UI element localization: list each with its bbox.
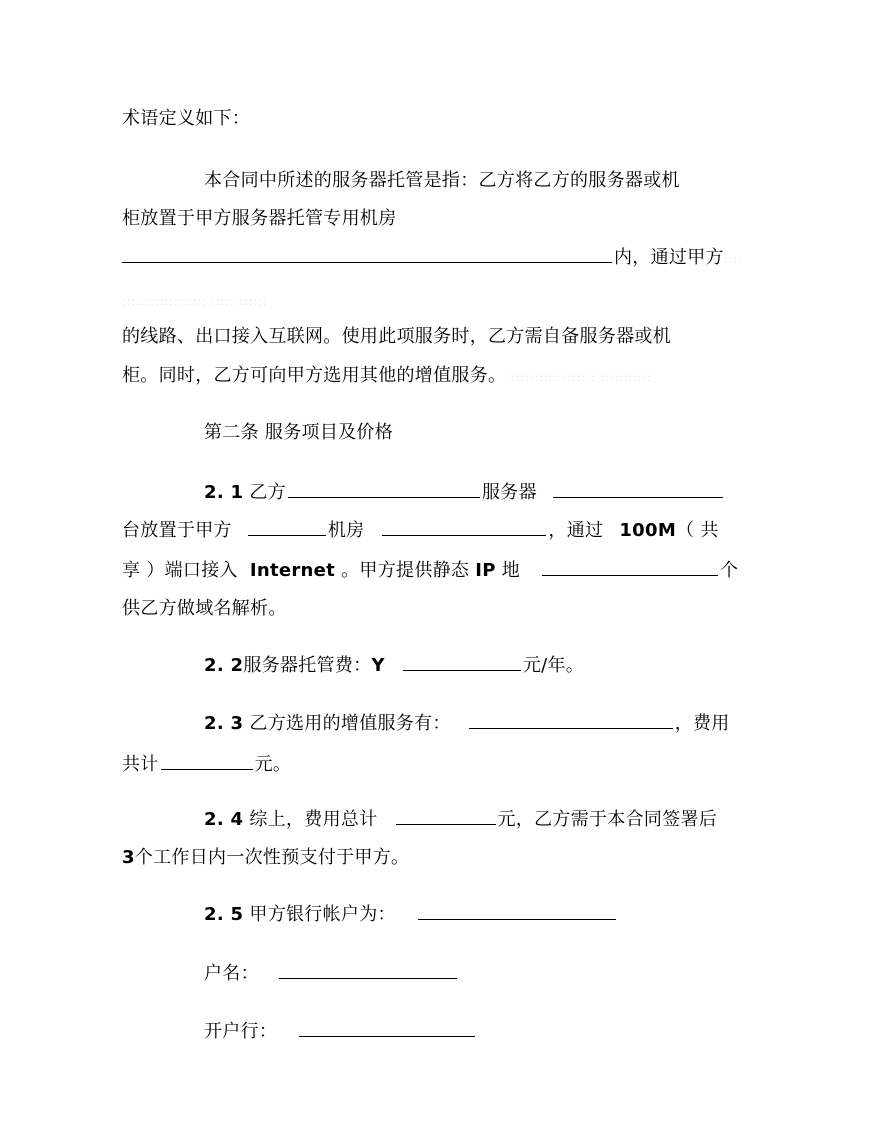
definition-line-3-suffix: 内，通过甲方	[614, 247, 724, 268]
clause-2-5-label: 甲方银行帐户为：	[249, 904, 396, 925]
clause-2-4-number: 2. 4	[204, 809, 244, 830]
clause-2-1-number: 2. 1	[204, 482, 244, 503]
machine-room-blank[interactable]	[122, 245, 612, 263]
server-count-blank[interactable]	[288, 480, 480, 498]
clause-2-1-line-4: 供乙方做域名解析。	[122, 598, 287, 619]
clause-2-3-fee: ，费用	[674, 713, 730, 734]
clause-2-3-yuan: 元。	[254, 754, 292, 775]
bank-branch-blank[interactable]	[299, 1019, 475, 1037]
ip-count-blank[interactable]	[542, 558, 718, 576]
clause-2-4-label: 综上，费用总计	[249, 809, 378, 830]
currency-symbol: Y	[371, 655, 385, 676]
faded-text-1: ::::	[723, 253, 743, 266]
clause-2-1-room: 机房	[327, 520, 365, 541]
account-name-blank[interactable]	[279, 961, 457, 979]
bank-account-blank[interactable]	[418, 902, 616, 920]
clause-2-1-bandwidth: 100M	[619, 520, 677, 541]
clause-2-1-party-b: 乙方	[249, 482, 286, 503]
definition-line-5	[122, 364, 652, 390]
clause-2-1-shared-open: （ 共	[676, 520, 719, 541]
clause-2-3-line-2	[122, 752, 291, 777]
article-2-title: 第二条 服务项目及价格	[204, 422, 394, 443]
bank-branch-line	[204, 1019, 477, 1044]
bank-branch-label: 开户行：	[204, 1021, 278, 1042]
room-name-blank[interactable]	[248, 518, 326, 536]
clause-2-5	[204, 902, 618, 927]
clause-2-2-label: 服务器托管费：	[243, 655, 372, 676]
definition-line-4: 的线路、出口接入互联网。使用此项服务时，乙方需自备服务器或机	[122, 326, 671, 347]
clause-2-1-internet: Internet	[249, 560, 336, 581]
faded-text-2: :::::::::::::::::: ::::: ::::::	[122, 295, 268, 308]
clause-2-4-line-1	[204, 807, 717, 832]
total-fee-blank[interactable]	[396, 807, 496, 825]
clause-2-4-prepay: 个工作日内一次性预支付于甲方。	[134, 847, 410, 868]
clause-2-3-label: 乙方选用的增值服务有：	[249, 713, 451, 734]
clause-2-1-line-2	[122, 518, 719, 543]
clause-2-4-days: 3	[122, 847, 135, 868]
clause-2-1-line-1	[204, 480, 725, 505]
definition-line-5-text: 柜。同时，乙方可向甲方选用其他的增值服务。	[122, 365, 507, 386]
clause-2-1-static: 。甲方提供静态	[341, 560, 470, 581]
clause-2-2-number: 2. 2	[204, 655, 244, 676]
clause-2-1-place: 台放置于甲方	[122, 520, 232, 541]
clause-2-3-line-1	[204, 711, 730, 736]
clause-2-3-total: 共计	[122, 754, 159, 775]
clause-2-2-unit: 元/年。	[522, 655, 585, 676]
account-name-line	[204, 961, 459, 986]
service-fee-blank[interactable]	[161, 752, 253, 770]
account-name-label: 户名：	[204, 963, 259, 984]
clause-2-4-line-2	[122, 846, 409, 870]
definition-line-2: 柜放置于甲方服务器托管专用机房	[122, 208, 397, 229]
hosting-fee-blank[interactable]	[403, 653, 521, 671]
value-added-services-blank[interactable]	[469, 711, 673, 729]
clause-2-1-unit: 个	[720, 560, 739, 581]
clause-2-1-line-3	[122, 558, 738, 583]
definition-line-1: 本合同中所述的服务器托管是指：乙方将乙方的服务器或机	[204, 170, 680, 191]
clause-2-4-payment: 元，乙方需于本合同签署后	[497, 809, 718, 830]
server-spec-blank[interactable]	[553, 480, 723, 498]
clause-2-2	[204, 653, 584, 678]
clause-2-1-ip: IP	[475, 560, 496, 581]
clause-2-1-shared-close: 享 ）端口接入	[122, 560, 238, 581]
clause-2-1-address: 地	[501, 560, 521, 581]
room-detail-blank[interactable]	[382, 518, 546, 536]
clause-2-5-number: 2. 5	[204, 904, 244, 925]
clause-2-3-number: 2. 3	[204, 713, 244, 734]
intro-line: 术语定义如下：	[122, 108, 251, 129]
clause-2-1-server: 服务器	[482, 482, 537, 503]
clause-2-1-via: ，通过	[548, 520, 604, 541]
definition-line-3	[122, 245, 743, 272]
faded-text-3: ::::::::::::::::::: :::::::::::	[506, 371, 652, 384]
